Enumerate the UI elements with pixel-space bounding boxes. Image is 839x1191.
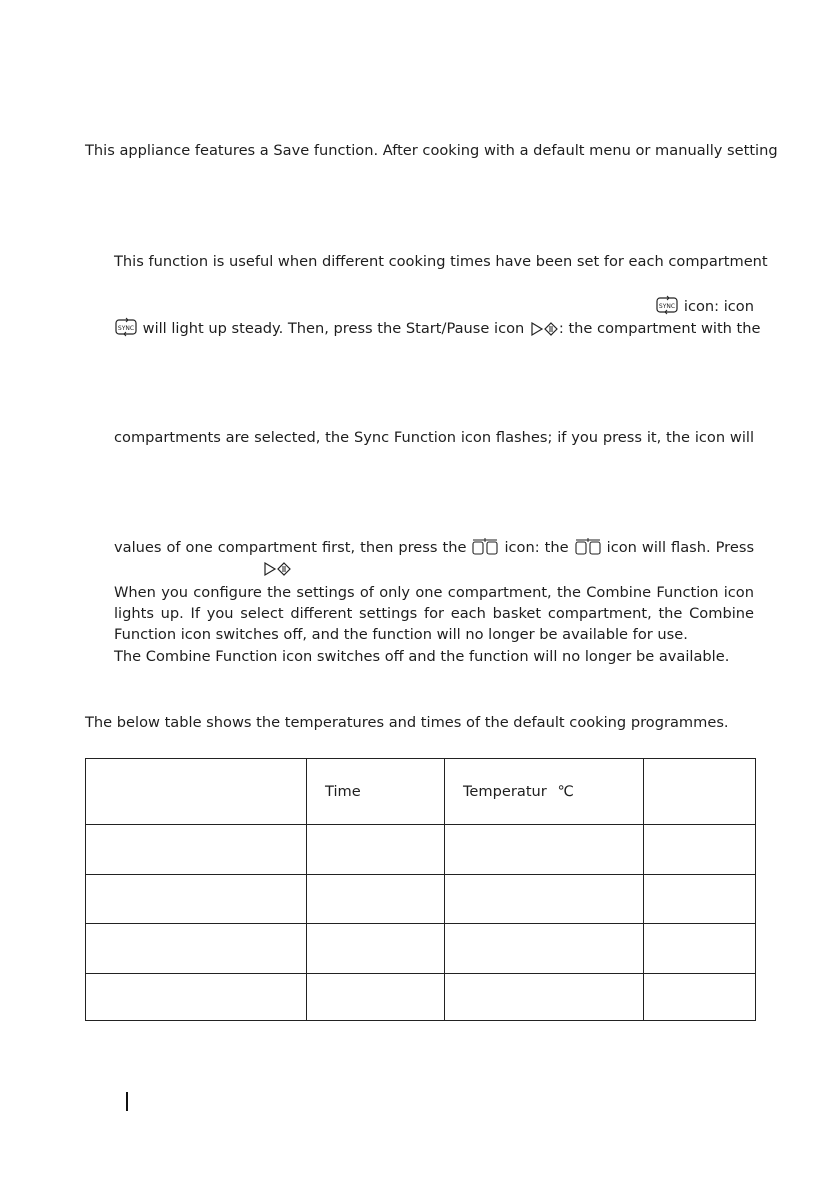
- combine-text-line-2: [262, 559, 292, 579]
- sync-line-3-post: : the compartment with the: [558, 320, 761, 337]
- start-pause-icon: [262, 561, 292, 577]
- save-intro-text: This appliance features a Save function. After cooking with a default menu or manually setting: [85, 142, 778, 159]
- table-header-time: Time: [307, 759, 445, 825]
- celsius-unit: ℃: [557, 783, 574, 800]
- table-header-row: [86, 759, 756, 825]
- svg-text:SYNC: SYNC: [117, 325, 135, 332]
- table-cell: [307, 924, 445, 974]
- table-header-extra: [644, 759, 756, 825]
- sync-icon: [655, 295, 679, 315]
- table-cell: [307, 974, 445, 1021]
- table-cell: [644, 974, 756, 1021]
- combine-icon: [574, 538, 602, 556]
- sync-line-2-suffix: icon: icon: [683, 298, 754, 315]
- table-cell: [445, 875, 644, 924]
- table-cell: [307, 825, 445, 875]
- table-cell: [644, 875, 756, 924]
- sync-text-line-2: [655, 295, 754, 317]
- table-row: [86, 825, 756, 875]
- page-margin-bar: [126, 1092, 128, 1111]
- default-programmes-table: [85, 758, 756, 1021]
- combine-line-1-pre: values of one compartment first, then press the: [114, 539, 467, 556]
- table-row: [86, 875, 756, 924]
- table-cell: [86, 924, 307, 974]
- table-header-temperature-label: Temperatur: [463, 783, 547, 800]
- table-row: [86, 924, 756, 974]
- sync-text-line-1: This function is useful when different cooking times have been set for each compartment: [114, 253, 768, 270]
- combine-text-line-3: When you configure the settings of only one compartment, the Combine Function icon: [114, 584, 754, 601]
- svg-text:SYNC: SYNC: [659, 303, 676, 310]
- table-cell: [445, 825, 644, 875]
- start-pause-icon: [529, 321, 559, 337]
- combine-icon: [471, 538, 499, 556]
- combine-text-line-6: The Combine Function icon switches off and the function will no longer be available.: [114, 648, 730, 665]
- sync-text-line-4: compartments are selected, the Sync Function icon flashes; if you press it, the icon will: [114, 429, 754, 446]
- table-header-programme: [86, 759, 307, 825]
- table-cell: [86, 875, 307, 924]
- combine-text-line-4: lights up. If you select different settings for each basket compartment, the Combine: [114, 605, 754, 622]
- table-cell: [445, 924, 644, 974]
- table-cell: [86, 974, 307, 1021]
- table-intro-text: The below table shows the temperatures and times of the default cooking programmes.: [85, 714, 729, 731]
- combine-text-line-5: Function icon switches off, and the function will no longer be available for use.: [114, 626, 688, 643]
- combine-line-1-post: icon will flash. Press: [606, 539, 755, 556]
- table-cell: [644, 825, 756, 875]
- combine-line-1-mid: icon: the: [504, 539, 569, 556]
- table-cell: [86, 825, 307, 875]
- table-header-temperature: [445, 759, 644, 825]
- sync-line-3-pre: will light up steady. Then, press the Start/Pause icon: [142, 320, 525, 337]
- sync-icon: [114, 317, 138, 337]
- table-cell: [307, 875, 445, 924]
- combine-text-line-1: [114, 538, 754, 558]
- table-cell: [445, 974, 644, 1021]
- sync-text-line-3: [114, 317, 761, 339]
- table-row: [86, 974, 756, 1021]
- table-cell: [644, 924, 756, 974]
